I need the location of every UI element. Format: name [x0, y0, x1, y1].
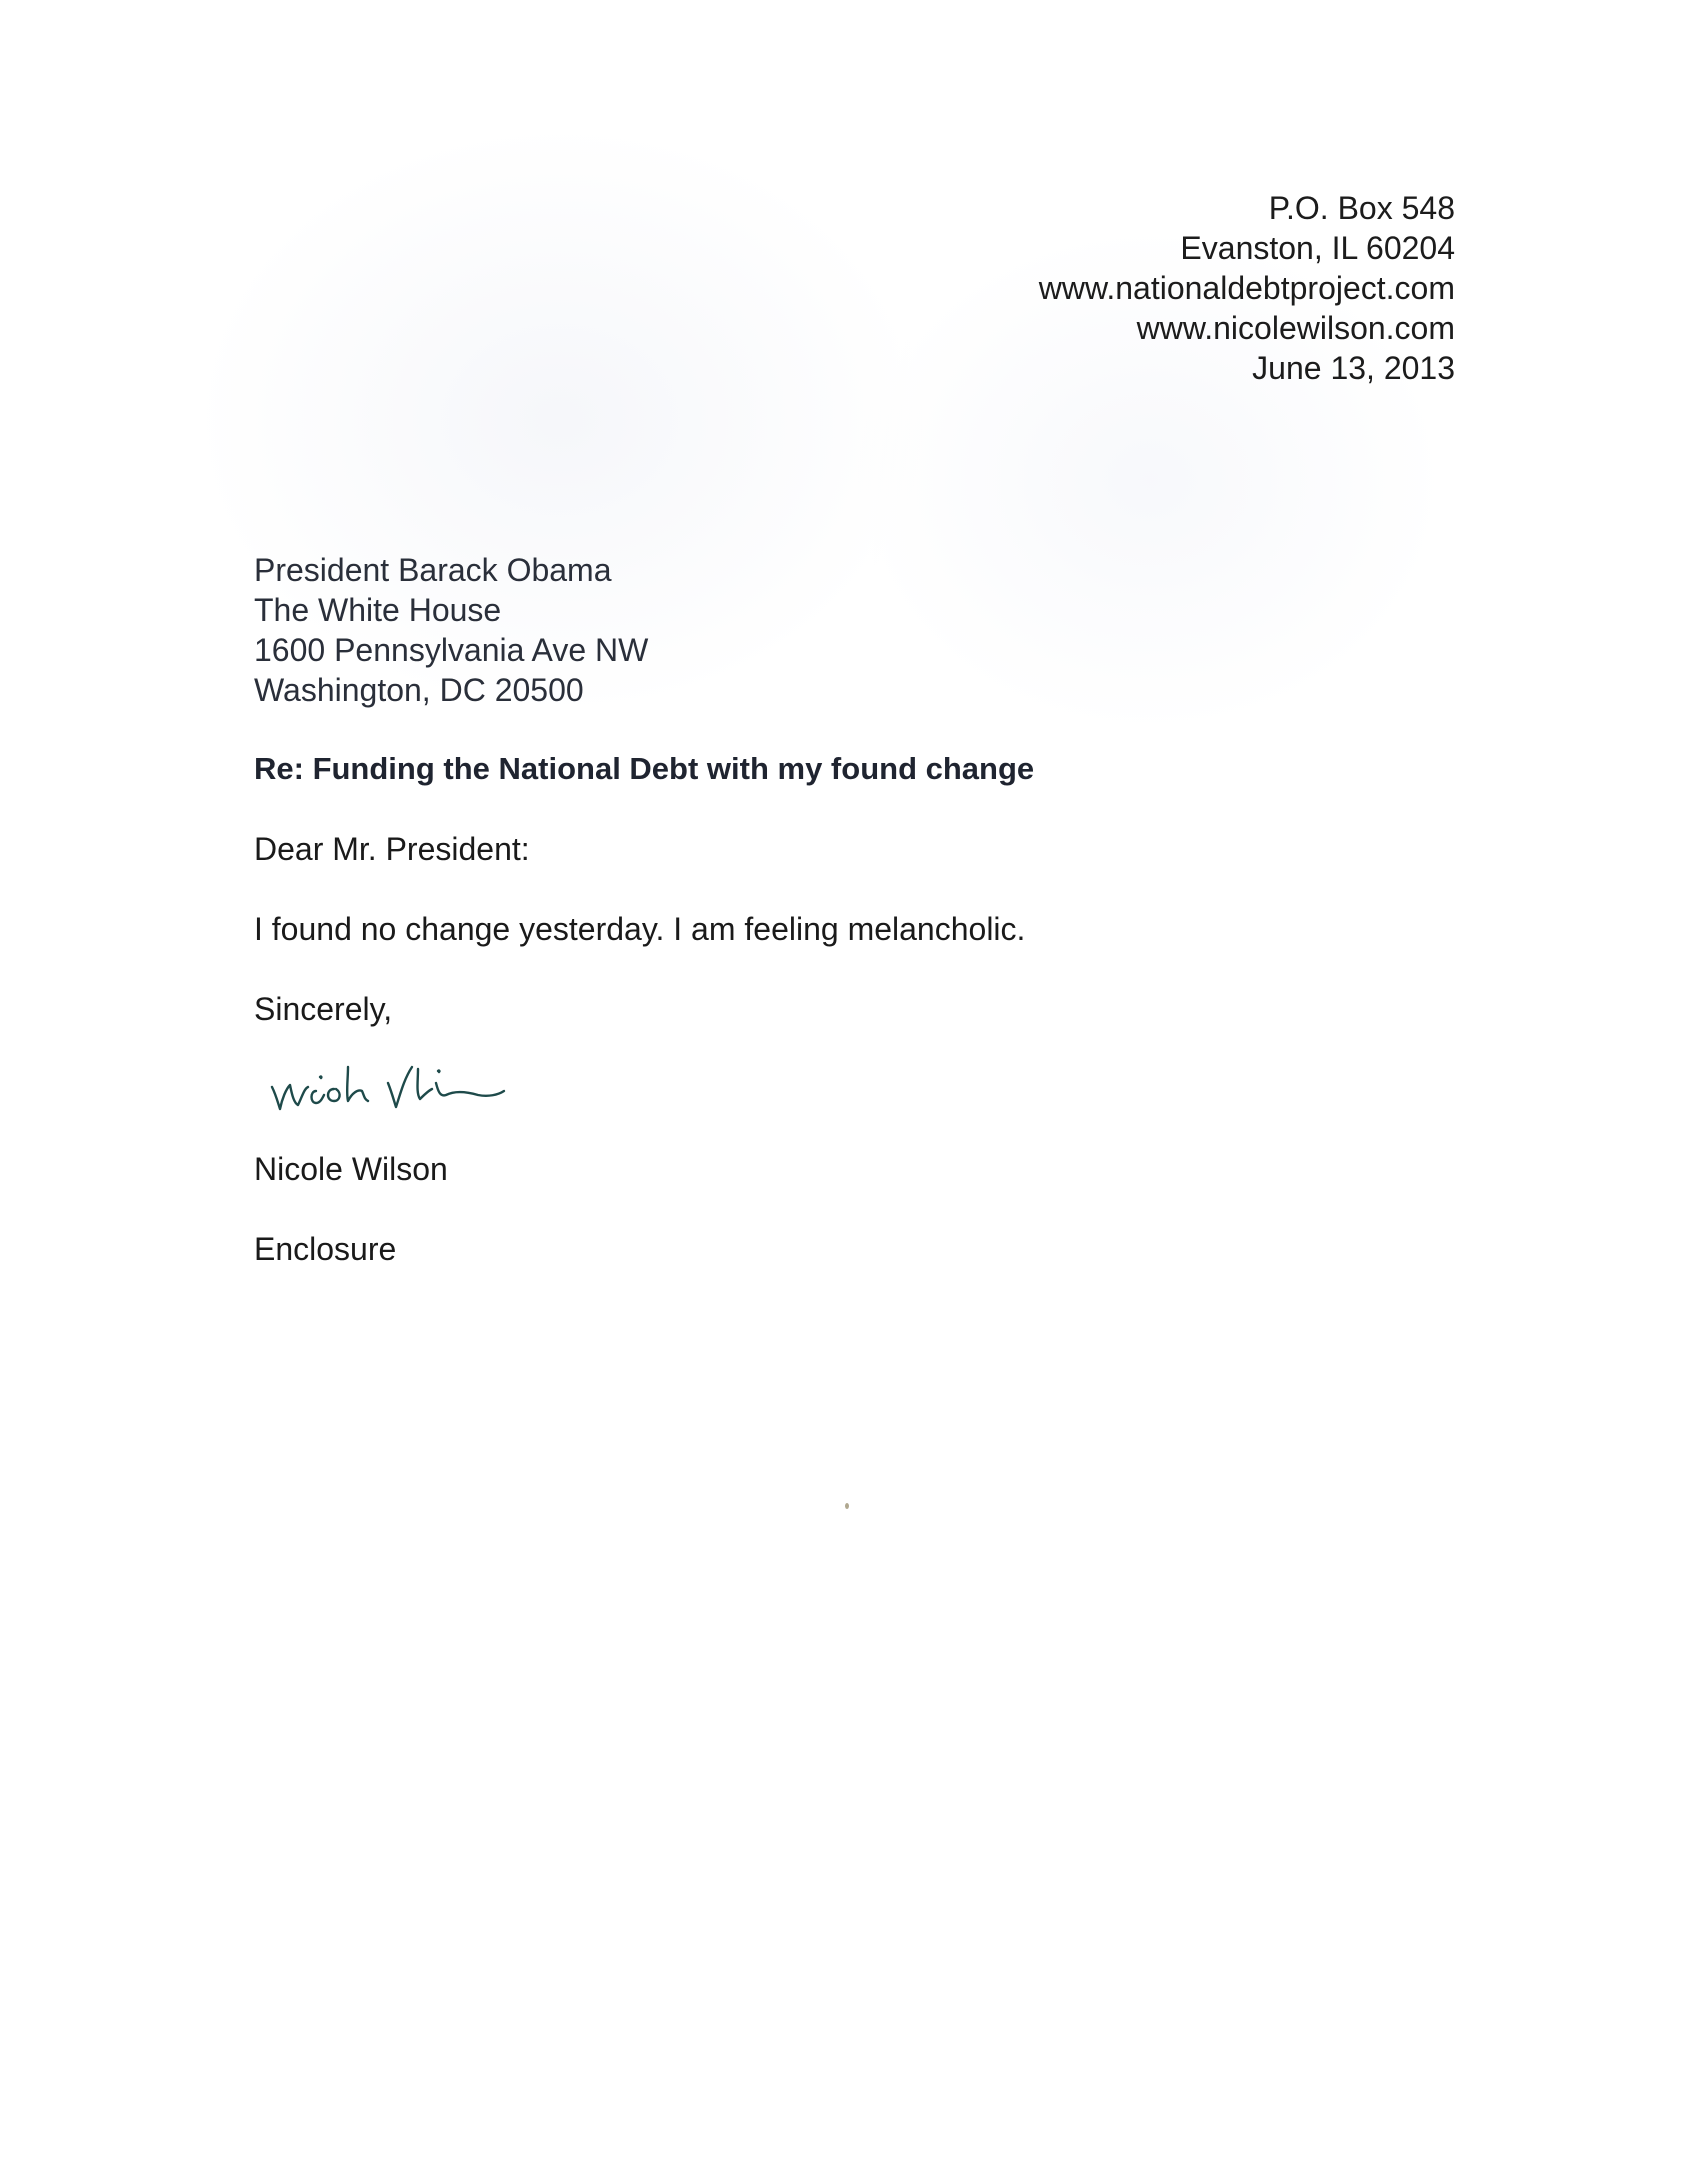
sender-city-line: Evanston, IL 60204 [1180, 230, 1455, 266]
enclosure-note: Enclosure [254, 1231, 397, 1267]
salutation: Dear Mr. President: [254, 831, 530, 867]
recipient-organization: The White House [254, 592, 502, 628]
recipient-name: President Barack Obama [254, 552, 612, 588]
recipient-street: 1600 Pennsylvania Ave NW [254, 632, 649, 668]
sender-address-block [1039, 188, 1455, 388]
sender-website-national-debt: www.nationaldebtproject.com [1038, 270, 1455, 306]
recipient-city-line: Washington, DC 20500 [254, 672, 584, 708]
letter-body: I found no change yesterday. I am feeling melancholic. [254, 911, 1026, 947]
recipient-address-block [254, 550, 648, 710]
paper-speck [845, 1503, 849, 1509]
handwritten-signature [268, 1055, 588, 1125]
sender-po-box: P.O. Box 548 [1268, 190, 1455, 226]
closing: Sincerely, [254, 991, 393, 1027]
letter-date: June 13, 2013 [1252, 350, 1455, 386]
signer-name: Nicole Wilson [254, 1151, 448, 1187]
sender-website-personal: www.nicolewilson.com [1136, 310, 1455, 346]
subject-line: Re: Funding the National Debt with my found change [254, 751, 1035, 786]
